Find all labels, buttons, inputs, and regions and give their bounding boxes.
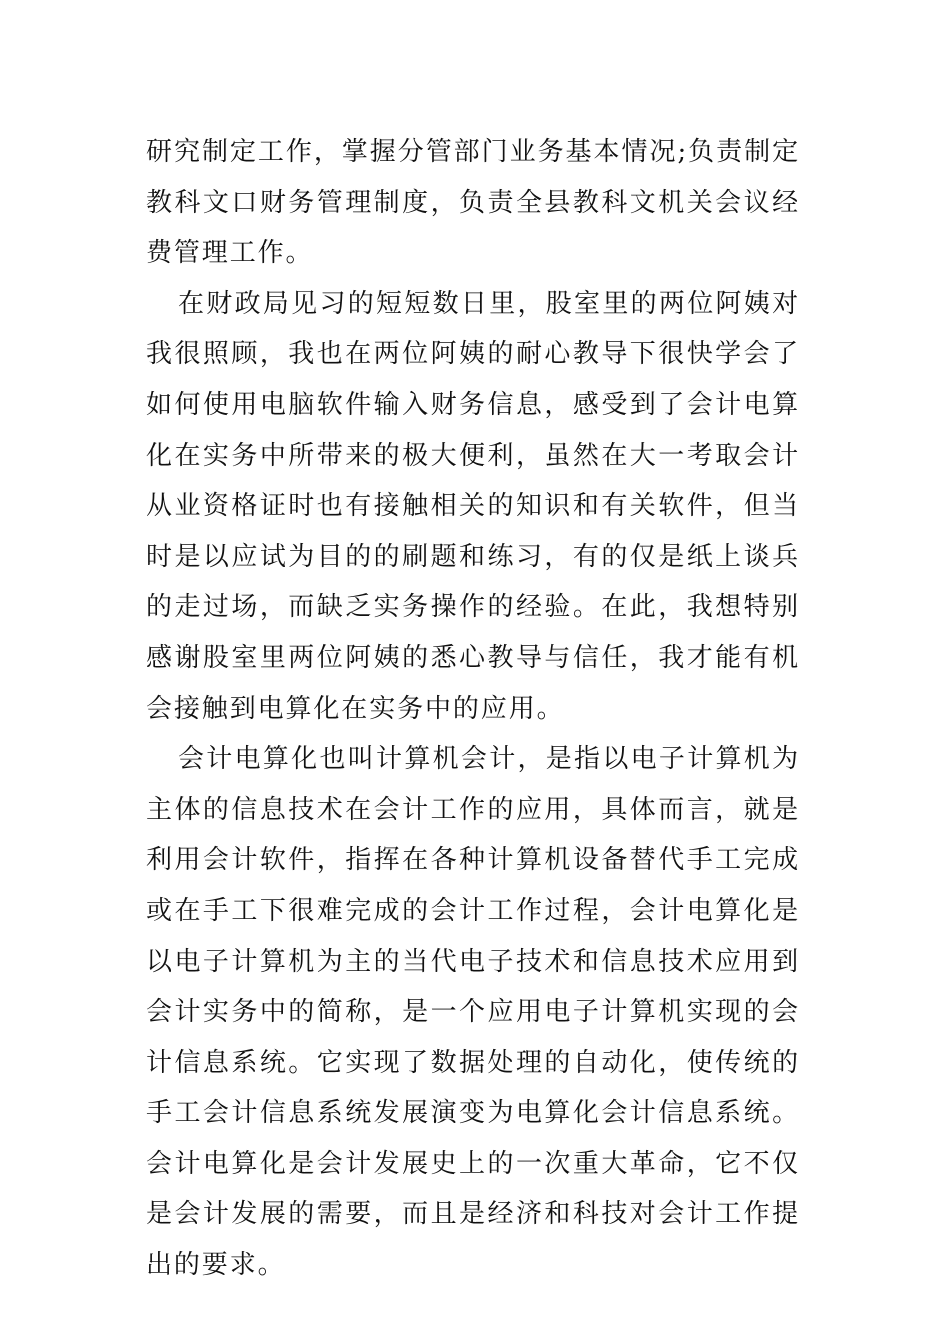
paragraph-3: 会计电算化也叫计算机会计，是指以电子计算机为主体的信息技术在会计工作的应用，具体而言，就是利用会计软件，指挥在各种计算机设备替代手工完成或在手工下很难完成的会计工作过程，会计电算化是以电子计算机为主的当代电子技术和信息技术应用到会计实务中的简称，是一个应用电子计算机实现的会计信息系统。它实现了数据处理的自动化，使传统的手工会计信息系统发展演变为电算化会计信息系统。会计电算化是会计发展史上的一次重大革命，它不仅是会计发展的需要，而且是经济和科技对会计工作提出的要求。 (146, 744, 800, 1281)
paragraph-1: 研究制定工作，掌握分管部门业务基本情况;负责制定教科文口财务管理制度，负责全县教科文机关会议经费管理工作。 (146, 137, 800, 269)
paragraph-2: 在财政局见习的短短数日里，股室里的两位阿姨对我很照顾，我也在两位阿姨的耐心教导下很快学会了如何使用电脑软件输入财务信息，感受到了会计电算化在实务中所带来的极大便利，虽然在大一考取会计从业资格证时也有接触相关的知识和有关软件，但当时是以应试为目的的刷题和练习，有的仅是纸上谈兵的走过场，而缺乏实务操作的经验。在此，我想特别感谢股室里两位阿姨的悉心教导与信任，我才能有机会接触到电算化在实务中的应用。 (146, 288, 800, 724)
document-body (146, 127, 800, 1291)
